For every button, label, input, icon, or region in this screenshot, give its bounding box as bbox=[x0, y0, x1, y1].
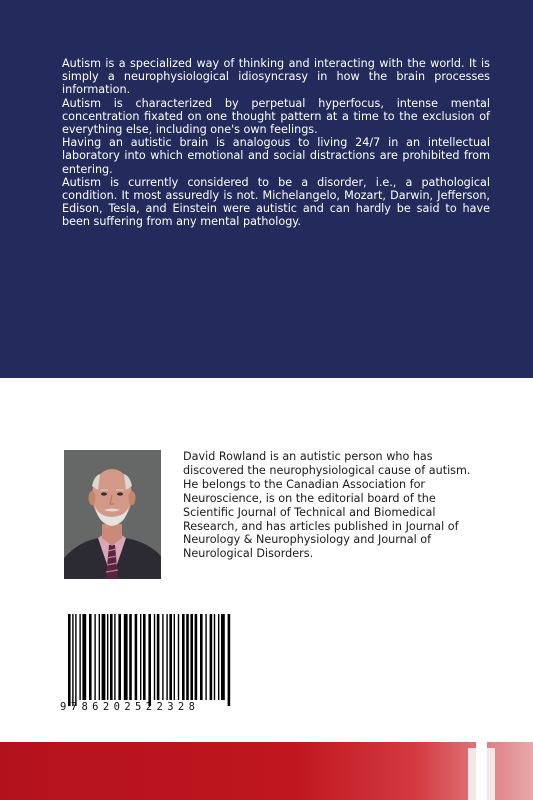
barcode-bar bbox=[190, 614, 193, 700]
barcode-bar bbox=[221, 614, 225, 700]
barcode-bar bbox=[99, 614, 100, 700]
top-panel bbox=[0, 0, 533, 378]
barcode-bar bbox=[82, 614, 86, 700]
barcode-bar bbox=[154, 614, 155, 700]
barcode-bar bbox=[218, 614, 219, 700]
barcode-bar bbox=[107, 614, 108, 700]
barcode-bar bbox=[72, 614, 73, 706]
barcode-bar bbox=[118, 614, 121, 700]
isbn-digits: 9786202522328 bbox=[60, 701, 200, 713]
barcode-bar bbox=[186, 614, 189, 700]
barcode-bar bbox=[200, 614, 203, 700]
publisher-logo-icon bbox=[446, 718, 516, 800]
author-bio: David Rowland is an autistic person who has discovered the neurophysiological cause of autism. He belongs to the Canadian Association for Neuroscience, is on the editorial board of the Scientific Journal of Technical and Biomedical Research, and has articles published in Journal of Neurology & Neurophysiology and Journal of Neurological Disorders. bbox=[183, 450, 471, 561]
blurb-paragraph-2: Autism is characterized by perpetual hyperfocus, intense mental concentration fixated on one thought pattern at a time to the exclusion of everything else, including one's own feelings. bbox=[62, 96, 490, 137]
author-portrait bbox=[64, 450, 161, 579]
barcode-bar bbox=[174, 614, 175, 700]
barcode-bar bbox=[89, 614, 92, 700]
barcode-bar bbox=[79, 614, 80, 700]
barcode-bar bbox=[157, 614, 160, 700]
barcode-bar bbox=[75, 614, 76, 706]
barcode-bar bbox=[195, 614, 198, 700]
barcode-bar bbox=[148, 614, 151, 706]
barcode-bar bbox=[124, 614, 128, 700]
barcode-bar bbox=[143, 614, 146, 700]
barcode-bar bbox=[68, 614, 71, 706]
barcode-bar bbox=[135, 614, 138, 700]
barcode-bar bbox=[169, 614, 172, 700]
barcode-graphic bbox=[60, 612, 236, 714]
barcode-bar bbox=[162, 614, 163, 700]
barcode-bar bbox=[178, 614, 179, 700]
barcode-bar bbox=[140, 614, 141, 700]
barcode-icon bbox=[60, 612, 236, 714]
blurb-paragraph-4: Autism is currently considered to be a disorder, i.e., a pathological condition. It most assuredly is not. Michelangelo, Mozart, Darwin, Jefferson, Edison, Tesla, and Einstein were autistic and can hardly be said to have been suffering from any mental pathology. bbox=[62, 175, 490, 229]
blurb-paragraph-1: Autism is a specialized way of thinking and interacting with the world. It is simply a neurophysiological idiosyncrasy in how the brain processes information. bbox=[62, 57, 490, 97]
barcode-bar bbox=[214, 614, 215, 700]
barcode-bar bbox=[182, 614, 185, 700]
barcode-bar bbox=[110, 614, 113, 700]
barcode-bar bbox=[102, 614, 106, 700]
blurb-text bbox=[62, 57, 490, 229]
blurb-paragraph-3: Having an autistic brain is analogous to living 24/7 in an intellectual laboratory into which emotional and social distractions are prohibited from entering. bbox=[62, 136, 490, 176]
barcode-bar bbox=[166, 614, 167, 700]
barcode-bar bbox=[94, 614, 95, 700]
author-photo bbox=[64, 450, 161, 579]
barcode-bar bbox=[129, 614, 132, 700]
barcode-bar bbox=[205, 614, 206, 700]
barcode-bar bbox=[210, 614, 213, 700]
barcode-bar bbox=[228, 614, 231, 706]
barcode-bar bbox=[114, 614, 115, 700]
